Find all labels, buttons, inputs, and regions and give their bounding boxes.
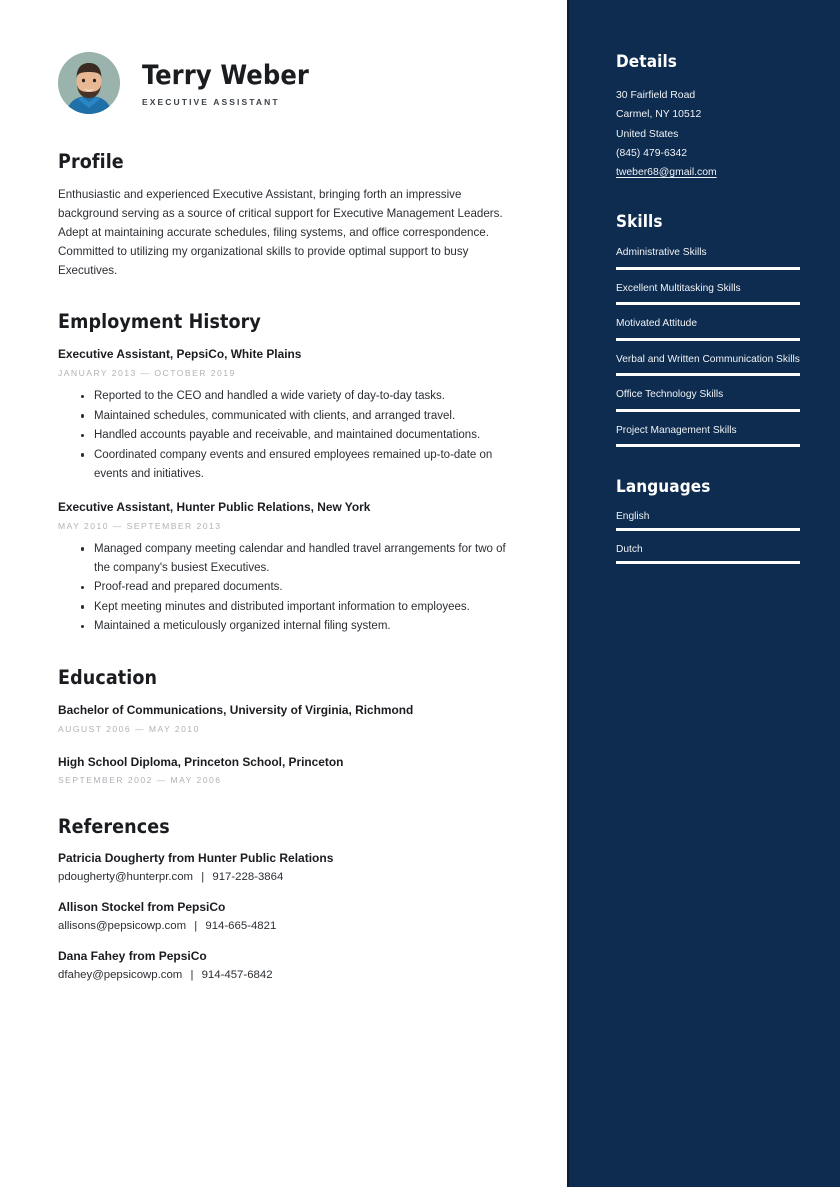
reference-separator: | bbox=[190, 969, 194, 982]
list-item: Kept meeting minutes and distributed important information to employees. bbox=[83, 598, 509, 617]
reference-contact bbox=[58, 969, 509, 981]
skill-level-bar bbox=[616, 409, 800, 412]
reference-name: Patricia Dougherty from Hunter Public Relations bbox=[58, 851, 334, 866]
reference-entry bbox=[58, 949, 509, 981]
education-entry bbox=[58, 754, 509, 786]
employment-heading: Employment History bbox=[58, 310, 261, 334]
skill-level-bar bbox=[616, 338, 800, 341]
detail-country: United States bbox=[616, 128, 679, 140]
skill-item bbox=[616, 388, 800, 411]
language-label: Dutch bbox=[616, 544, 643, 556]
details-heading: Details bbox=[616, 52, 677, 72]
job-title: EXECUTIVE ASSISTANT bbox=[142, 97, 280, 108]
skill-label: Verbal and Written Communication Skills bbox=[616, 353, 800, 365]
education-entry-title: High School Diploma, Princeton School, Princeton bbox=[58, 754, 344, 769]
list-item: Coordinated company events and ensured employees remained up-to-date on events and initiatives. bbox=[83, 446, 509, 483]
detail-street: 30 Fairfield Road bbox=[616, 90, 696, 101]
employment-entry-bullets bbox=[58, 540, 509, 636]
skills-heading: Skills bbox=[616, 212, 663, 233]
reference-entry bbox=[58, 851, 509, 883]
reference-email: dfahey@pepsicowp.com bbox=[58, 969, 183, 982]
employment-entry-date: JANUARY 2013 — OCTOBER 2019 bbox=[58, 368, 236, 379]
skill-label: Project Management Skills bbox=[616, 424, 737, 436]
education-entry-date: SEPTEMBER 2002 — MAY 2006 bbox=[58, 775, 222, 786]
reference-email: allisons@pepsicowp.com bbox=[58, 920, 187, 933]
reference-contact bbox=[58, 871, 509, 883]
reference-name: Allison Stockel from PepsiCo bbox=[58, 900, 226, 915]
employment-entry bbox=[58, 346, 509, 483]
detail-email-link[interactable]: tweber68@gmail.com bbox=[616, 167, 717, 178]
avatar-photo-icon bbox=[58, 52, 120, 114]
skill-level-bar bbox=[616, 267, 800, 270]
list-item: Proof-read and prepared documents. bbox=[83, 578, 509, 597]
employment-entry-date: MAY 2010 — SEPTEMBER 2013 bbox=[58, 520, 222, 531]
skill-level-bar bbox=[616, 373, 800, 376]
reference-phone: 917-228-3864 bbox=[212, 871, 284, 884]
skill-level-bar bbox=[616, 444, 800, 447]
employment-entry-title: Executive Assistant, Hunter Public Relations, New York bbox=[58, 500, 371, 515]
language-level-bar bbox=[616, 561, 800, 564]
reference-phone: 914-457-6842 bbox=[201, 969, 273, 982]
reference-contact bbox=[58, 920, 509, 932]
education-entry bbox=[58, 702, 509, 734]
education-entry-date: AUGUST 2006 — MAY 2010 bbox=[58, 723, 200, 734]
references-heading: References bbox=[58, 815, 170, 839]
identity-block bbox=[142, 59, 309, 108]
list-item: Maintained a meticulously organized internal filing system. bbox=[83, 617, 509, 636]
language-item bbox=[616, 511, 800, 531]
profile-heading: Profile bbox=[58, 150, 124, 173]
details-section bbox=[616, 52, 800, 182]
list-item: Handled accounts payable and receivable, and maintained documentations. bbox=[83, 426, 509, 445]
skill-item bbox=[616, 282, 800, 305]
languages-section bbox=[616, 477, 800, 564]
language-level-bar bbox=[616, 528, 800, 531]
skill-item bbox=[616, 424, 800, 447]
education-heading: Education bbox=[58, 666, 158, 690]
reference-entry bbox=[58, 900, 509, 932]
avatar bbox=[58, 52, 120, 114]
education-section bbox=[58, 666, 509, 785]
reference-separator: | bbox=[194, 920, 198, 933]
list-item: Maintained schedules, communicated with clients, and arranged travel. bbox=[83, 407, 509, 426]
skill-item bbox=[616, 246, 800, 269]
reference-separator: | bbox=[201, 871, 205, 884]
education-entry-title: Bachelor of Communications, University of Virginia, Richmond bbox=[58, 703, 414, 718]
profile-section bbox=[58, 150, 509, 280]
employment-entry-title: Executive Assistant, PepsiCo, White Plains bbox=[58, 347, 302, 362]
skill-label: Administrative Skills bbox=[616, 247, 707, 259]
page-title: Terry Weber bbox=[142, 59, 309, 91]
skill-label: Office Technology Skills bbox=[616, 389, 724, 401]
skills-section bbox=[616, 212, 800, 447]
sidebar bbox=[567, 0, 840, 1187]
skill-label: Excellent Multitasking Skills bbox=[616, 282, 741, 294]
skill-item bbox=[616, 353, 800, 376]
skill-level-bar bbox=[616, 302, 800, 305]
resume-header bbox=[58, 52, 509, 114]
reference-name: Dana Fahey from PepsiCo bbox=[58, 949, 207, 964]
detail-phone: (845) 479-6342 bbox=[616, 147, 688, 159]
language-item bbox=[616, 544, 800, 564]
list-item: Managed company meeting calendar and handled travel arrangements for two of the company's busiest Executives. bbox=[83, 540, 509, 577]
skill-label: Motivated Attitude bbox=[616, 318, 697, 330]
employment-entry-bullets bbox=[58, 387, 509, 483]
reference-email: pdougherty@hunterpr.com bbox=[58, 871, 194, 884]
employment-entry bbox=[58, 499, 509, 636]
employment-section bbox=[58, 310, 509, 636]
reference-phone: 914-665-4821 bbox=[205, 920, 277, 933]
detail-city: Carmel, NY 10512 bbox=[616, 109, 702, 121]
references-section bbox=[58, 815, 509, 981]
language-label: English bbox=[616, 511, 650, 523]
skill-item bbox=[616, 317, 800, 340]
list-item: Reported to the CEO and handled a wide variety of day-to-day tasks. bbox=[83, 387, 509, 406]
languages-heading: Languages bbox=[616, 477, 711, 498]
profile-text: Enthusiastic and experienced Executive Assistant, bringing forth an impressive background serving as a source of critical support for Executive Management Leaders. Adept at maintaining accurate schedules, filing systems, and office correspondence. Committed to utilizing my organizational skills to provide optimal support to busy Executives. bbox=[58, 188, 503, 277]
